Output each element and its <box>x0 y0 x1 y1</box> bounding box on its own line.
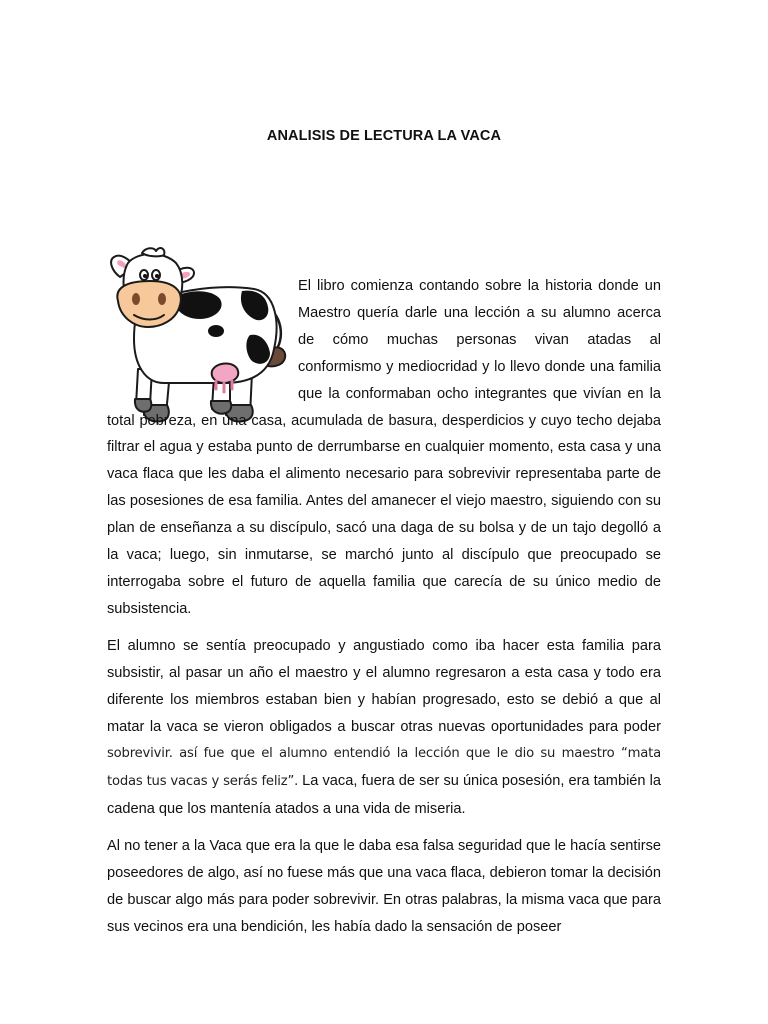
paragraph-1: El libro comienza contando sobre la historia donde un Maestro quería darle una lección a su alumno acerca de cómo muchas personas vivan atadas al conformismo y mediocridad y lo llevo donde una familia que la conformaban ocho integrantes que vivían en la total pobreza, en una casa, acumulada de basura, desperdicios y cuyo techo dejaba filtrar el agua y estaba punto de derrumbarse en cualquier momento, esta casa y una vaca flaca que les daba el alimento necesario para sobrevivir representaba parte de las posesiones de esa familia. Antes del amanecer el viejo maestro, siguiendo con su plan de enseñanza a su discípulo, sacó una daga de su bolsa y de un tajo degolló a la vaca; luego, sin inmutarse, se marchó junto al discípulo que preocupado se interrogaba sobre el futuro de aquella familia que carecía de su único medio de subsistencia. <box>107 278 661 617</box>
paragraph-2-quote: sobrevivir. así fue que el alumno entendió la lección que le dio su maestro “mata todas tus vacas y serás feliz”. <box>107 746 661 790</box>
paragraph-2-part-c: La vaca, fuera de ser su única posesión, era también la cadena que los mantenía atados a una vida de miseria. <box>107 773 661 818</box>
paragraph-2 <box>107 633 661 823</box>
document-title: ANALISIS DE LECTURA LA VACA <box>266 128 502 144</box>
paragraph-2-part-a: El alumno se sentía preocupado y angustiado como iba hacer esta familia para subsistir, al pasar un año el maestro y el alumno regresaron a esta casa y todo era diferente los miembros estaban bien y habían progresado, esto se debió a que al matar la vaca se vieron obligados a buscar otras nuevas oportunidades para poder <box>107 637 661 735</box>
document-body <box>107 273 661 951</box>
paragraph-3: Al no tener a la Vaca que era la que le daba esa falsa seguridad que le hacía sentirse poseedores de algo, así no fuese más que una vaca flaca, debieron tomar la decisión de buscar algo más para poder sobrevivir. En otras palabras, la misma vaca que para sus vecinos era una bendición, les había dado la sensación de poseer <box>107 838 661 935</box>
cow-illustration <box>104 243 294 403</box>
cartoon-cow-icon <box>104 243 294 433</box>
